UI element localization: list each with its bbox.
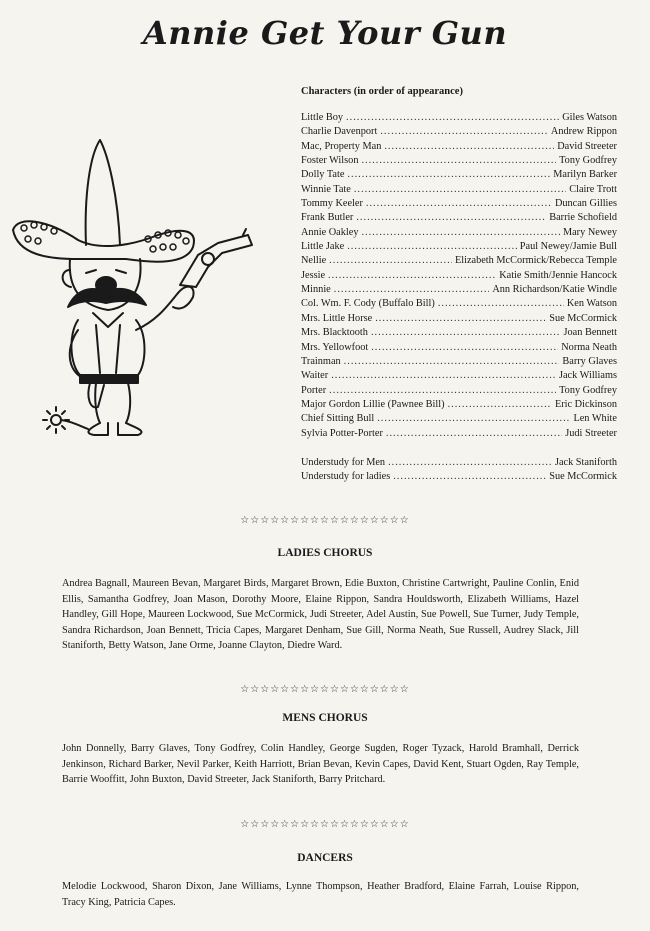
star-separator: ☆☆☆☆☆☆☆☆☆☆☆☆☆☆☆☆☆: [240, 515, 410, 526]
role-name: Foster Wilson: [301, 155, 359, 167]
actor-name: Eric Dickinson: [554, 398, 617, 410]
cast-row: [301, 126, 617, 140]
actor-name: Tony Godfrey: [559, 384, 617, 396]
cast-row: [301, 284, 617, 298]
cast-row: [301, 413, 617, 427]
cast-row: [301, 313, 617, 327]
cast-row: [301, 270, 617, 284]
cast-row: [301, 298, 617, 312]
role-name: Little Boy: [301, 112, 344, 123]
dancers-names: Melodie Lockwood, Sharon Dixon, Jane Williams, Lynne Thompson, Heather Bradford, Elaine Farrah, Louise Rippon, Tracy King, Patricia Capes.: [62, 881, 579, 908]
leader-dots: [331, 370, 556, 381]
leader-dots: [371, 342, 558, 353]
role-name: Col. Wm. F. Cody (Buffalo Bill): [301, 298, 435, 310]
page-title: Annie Get Your Gun: [142, 14, 508, 52]
star-separator: ☆☆☆☆☆☆☆☆☆☆☆☆☆☆☆☆☆: [240, 684, 410, 695]
cast-row: [301, 227, 617, 241]
cast-row: [301, 327, 617, 341]
role-name: Porter: [301, 384, 327, 396]
actor-name: Barry Glaves: [562, 355, 617, 367]
role-name: Major Gordon Lillie (Pawnee Bill): [301, 398, 445, 410]
cast-roles: [301, 112, 617, 442]
role-name: Mac, Property Man: [301, 140, 382, 152]
leader-dots: [448, 399, 552, 410]
actor-name: Paul Newey/Jamie Bull: [519, 241, 617, 253]
leader-dots: [366, 198, 552, 209]
role-name: Annie Oakley: [301, 226, 359, 238]
role-name: Tommy Keeler: [301, 198, 363, 210]
actor-name: Ann Richardson/Katie Windle: [492, 284, 617, 296]
actor-name: Giles Watson: [562, 112, 617, 123]
cast-row: [301, 471, 617, 485]
role-name: Charlie Davenport: [301, 126, 378, 138]
cast-row: [301, 356, 617, 370]
dancers-heading: DANCERS: [297, 852, 353, 864]
leader-dots: [361, 155, 556, 166]
actor-name: Len White: [573, 413, 617, 425]
actor-name: Jack Williams: [558, 370, 617, 382]
role-name: Chief Sitting Bull: [301, 413, 375, 425]
actor-name: Mary Newey: [562, 226, 617, 238]
cast-row: [301, 342, 617, 356]
leader-dots: [380, 126, 548, 137]
cast-row: [301, 112, 617, 126]
actor-name: Tony Godfrey: [559, 155, 617, 167]
actor-name: Marilyn Barker: [553, 169, 617, 181]
cast-row: [301, 428, 617, 442]
role-name: Waiter: [301, 370, 329, 382]
star-separator: ☆☆☆☆☆☆☆☆☆☆☆☆☆☆☆☆☆: [240, 819, 410, 830]
role-name: Understudy for Men: [301, 456, 386, 468]
cast-understudies: [301, 457, 617, 486]
cast-row: [301, 241, 617, 255]
mens-chorus-names: John Donnelly, Barry Glaves, Tony Godfrey, Colin Handley, George Sugden, Roger Tyzack, Harold Bramhall, Derrick Jenkinson, Richard Barker, Nevil Parker, Keith Harriott, Brian Bevan, Kevin Capes, David Kent, Stuart Ogden, Ray Temple, Barrie Wooffitt, John Buxton, David Streeter, Jack Staniforth, Barry Pritchard.: [62, 743, 579, 786]
leader-dots: [356, 212, 546, 223]
role-name: Nellie: [301, 255, 327, 267]
role-name: Frank Butler: [301, 212, 354, 224]
cast-row: [301, 141, 617, 155]
role-name: Dolly Tate: [301, 169, 345, 181]
actor-name: Sue McCormick: [549, 471, 617, 483]
actor-name: Jack Staniforth: [554, 456, 617, 468]
leader-dots: [393, 471, 546, 482]
cast-list: [301, 86, 617, 486]
actor-name: Duncan Gillies: [554, 198, 617, 210]
actor-name: Katie Smith/Jennie Hancock: [499, 269, 617, 281]
actor-name: Sue McCormick: [549, 312, 617, 324]
cast-row: [301, 169, 617, 183]
role-name: Understudy for ladies: [301, 471, 391, 483]
cast-row: [301, 255, 617, 269]
actor-name: Judi Streeter: [565, 427, 617, 439]
cast-row: [301, 184, 617, 198]
actor-name: Ken Watson: [566, 298, 617, 310]
actor-name: Elizabeth McCormick/Rebecca Temple: [454, 255, 617, 267]
leader-dots: [346, 112, 559, 123]
leader-dots: [328, 270, 496, 281]
role-name: Trainman: [301, 355, 341, 367]
leader-dots: [361, 227, 559, 238]
leader-dots: [438, 298, 564, 309]
leader-dots: [377, 413, 570, 424]
actor-name: Claire Trott: [569, 183, 617, 195]
actor-name: David Streeter: [557, 140, 617, 152]
leader-dots: [329, 385, 556, 396]
role-name: Mrs. Little Horse: [301, 312, 373, 324]
leader-dots: [334, 284, 490, 295]
mens-chorus-heading: MENS CHORUS: [282, 712, 368, 724]
role-name: Sylvia Potter-Porter: [301, 427, 383, 439]
leader-dots: [329, 255, 452, 266]
cast-row: [301, 155, 617, 169]
leader-dots: [371, 327, 561, 338]
leader-dots: [388, 457, 552, 468]
cast-heading: Characters (in order of appearance): [301, 86, 463, 97]
actor-name: Andrew Rippon: [550, 126, 617, 138]
cast-row: [301, 457, 617, 471]
cast-row: [301, 385, 617, 399]
role-name: Mrs. Blacktooth: [301, 327, 368, 339]
role-name: Minnie: [301, 284, 331, 296]
role-name: Mrs. Yellowfoot: [301, 341, 369, 353]
role-name: Jessie: [301, 269, 326, 281]
leader-dots: [344, 356, 560, 367]
leader-dots: [347, 241, 517, 252]
ladies-chorus-names: Andrea Bagnall, Maureen Bevan, Margaret Birds, Margaret Brown, Edie Buxton, Christine Cartwright, Pauline Conlin, Enid Ellis, Samantha Godfrey, Joan Mason, Dorothy Moore, Elaine Rippon, Sandra Houldsworth, Elizabeth Williams, Hazel Handley, Gill Hope, Maureen Lockwood, Sue McCormick, Judi Streeter, Adel Austin, Sue Powell, Sue Turner, Judy Temple, Sandra Richardson, Joan Bennett, Tricia Capes, Margaret Denham, Sue Gill, Norma Neath, Sue Russell, Audrey Slack, Jill Staniforth, Betty Watson, Jane Orme, Joanne Clayton, Diedre Ward.: [62, 578, 579, 652]
leader-dots: [354, 184, 566, 195]
cast-row: [301, 399, 617, 413]
actor-name: Barrie Schofield: [549, 212, 617, 224]
leader-dots: [386, 428, 562, 439]
cowboy-illustration: [8, 135, 268, 445]
actor-name: Joan Bennett: [563, 327, 617, 339]
role-name: Little Jake: [301, 241, 345, 253]
cast-row: [301, 370, 617, 384]
cast-row: [301, 198, 617, 212]
actor-name: Norma Neath: [561, 341, 617, 353]
cast-row: [301, 212, 617, 226]
ladies-chorus-heading: LADIES CHORUS: [277, 547, 373, 559]
role-name: Winnie Tate: [301, 183, 351, 195]
leader-dots: [375, 313, 546, 324]
leader-dots: [347, 169, 550, 180]
leader-dots: [384, 141, 554, 152]
